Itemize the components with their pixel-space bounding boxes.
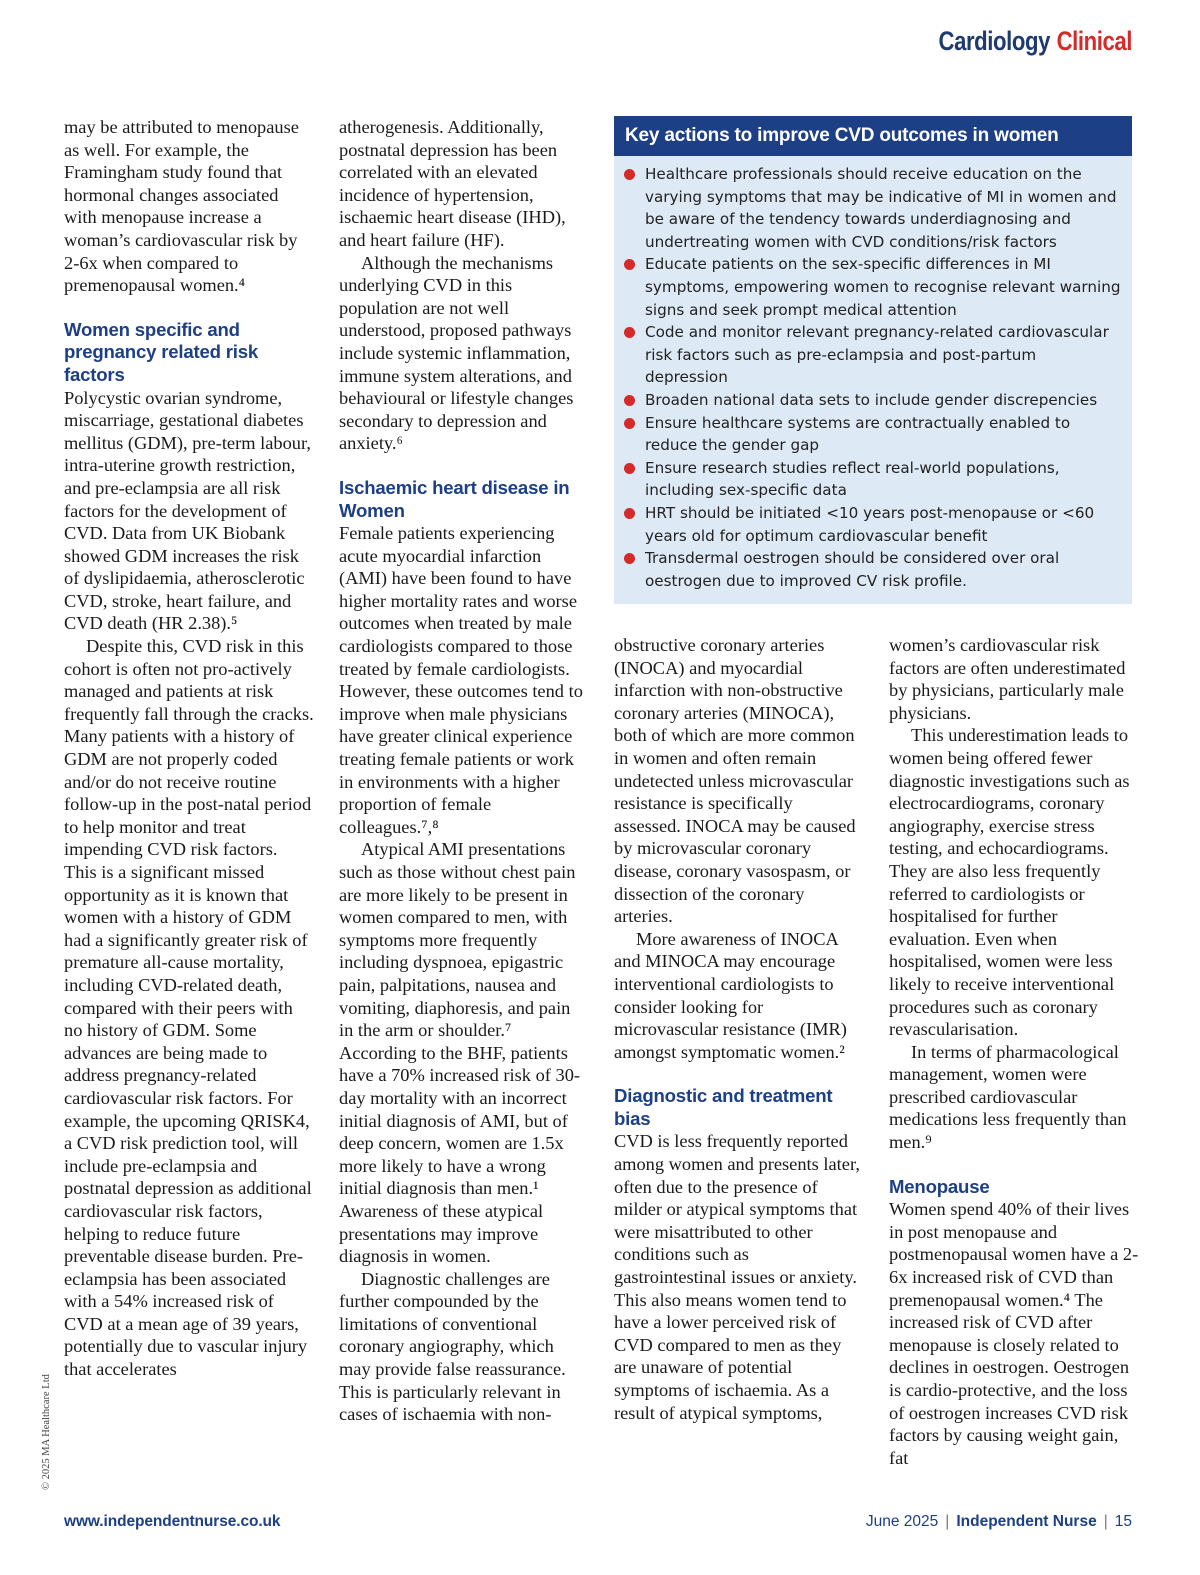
subsection-title: Clinical bbox=[1056, 26, 1132, 56]
list-item bbox=[645, 457, 1122, 502]
list-item bbox=[645, 547, 1122, 592]
paragraph: may be attributed to menopause as well. For example, the Framingham study found that hormonal changes associated with menopause increase a woman’s cardiovascular risk by 2-6x when compared to premenopausal women.⁴ bbox=[64, 117, 299, 296]
list-item-text: Broaden national data sets to include gender discrepencies bbox=[645, 390, 1098, 409]
list-item bbox=[645, 502, 1122, 547]
bullet-icon bbox=[624, 259, 635, 270]
list-item bbox=[645, 389, 1122, 412]
paragraph: Although the mechanisms underlying CVD in this population are not well understood, proposed pathways include systemic inflammation, immune system alterations, and behavioural or lifestyle changes secondary to depression and anxiety.⁶ bbox=[339, 252, 574, 454]
footer-info bbox=[866, 1513, 1132, 1531]
list-item-text: Healthcare professionals should receive education on the varying symptoms that may be indicative of MI in women and be aware of the tendency towards underdiagnosing and undertreating women with CVD conditions/risk factors bbox=[645, 165, 1117, 251]
paragraph: obstructive coronary arteries (INOCA) and myocardial infarction with non-obstructive coronary arteries (MINOCA), both of which are more common in women and often remain undetected unless microvascular resistance is specifically assessed. INOCA may be caused by microvascular coronary disease, coronary vasospasm, or dissection of the coronary arteries. bbox=[614, 635, 856, 927]
article-column-1 bbox=[64, 116, 314, 1381]
bullet-icon bbox=[624, 508, 635, 519]
paragraph: Despite this, CVD risk in this cohort is often not pro-actively managed and patients at risk frequently fall through the cracks. Many patients with a history of GDM are not properly coded and/or do not receive routine follow-up in the post-natal period to help monitor and treat impending CVD risk factors. This is a significant missed opportunity as it is known that women with a history of GDM had a significantly greater risk of premature all-cause mortality, including CVD-related death, compared with their peers with no history of GDM. Some advances are being made to address pregnancy-related cardiovascular risk factors. For example, the upcoming QRISK4, a CVD risk prediction tool, will include pre-eclampsia and postnatal depression as additional cardiovascular risk factors, helping to reduce future preventable disease burden. Pre-eclampsia has been associated with a 54% increased risk of CVD at a mean age of 39 years, potentially due to vascular injury that accelerates bbox=[64, 636, 314, 1380]
page-number: 15 bbox=[1114, 1513, 1132, 1530]
key-actions-list bbox=[614, 163, 1132, 592]
list-item-text: Ensure research studies reflect real-world populations, including sex-specific data bbox=[645, 458, 1060, 500]
list-item-text: HRT should be initiated <10 years post-menopause or <60 years old for optimum cardiovascular benefit bbox=[645, 503, 1095, 545]
paragraph: Atypical AMI presentations such as those without chest pain are more likely to be present in women compared to men, with symptoms more frequently including dyspnoea, epigastric pain, palpitations, nausea and vomiting, diaphoresis, and pain in the arm or shoulder.⁷ According to the BHF, patients have a 70% increased risk of 30-day mortality with an incorrect initial diagnosis of AMI, but of deep concern, women are 1.5x more likely to have a wrong initial diagnosis than men.¹ Awareness of these atypical presentations may improve diagnosis in women. bbox=[339, 839, 581, 1267]
magazine-name: Independent Nurse bbox=[956, 1513, 1097, 1530]
list-item-text: Code and monitor relevant pregnancy-related cardiovascular risk factors such as pre-eclampsia and post-partum depression bbox=[645, 323, 1109, 387]
list-item bbox=[645, 412, 1122, 457]
key-actions-box bbox=[614, 116, 1132, 604]
bullet-icon bbox=[624, 327, 635, 338]
divider: | bbox=[1103, 1513, 1108, 1530]
section-heading-ischaemic: Ischaemic heart disease in Women bbox=[339, 476, 570, 521]
article-column-2 bbox=[339, 116, 589, 1426]
list-item bbox=[645, 253, 1122, 321]
paragraph: In terms of pharmacological management, women were prescribed cardiovascular medications less frequently than men.⁹ bbox=[889, 1041, 1127, 1153]
paragraph: Diagnostic challenges are further compounded by the limitations of conventional coronary angiography, which may provide false reassurance. This is particularly relevant in cases of ischaemia with non- bbox=[339, 1268, 566, 1425]
section-header bbox=[938, 26, 1132, 57]
divider: | bbox=[945, 1513, 950, 1530]
paragraph: Women spend 40% of their lives in post menopause and postmenopausal women have a 2-6x increased risk of CVD than premenopausal women.⁴ The increased risk of CVD after menopause is closely related to declines in oestrogen. Oestrogen is cardio-protective, and the loss of oestrogen increases CVD risk factors by causing weight gain, fat bbox=[889, 1199, 1139, 1468]
article-column-4 bbox=[889, 634, 1139, 1469]
key-actions-title: Key actions to improve CVD outcomes in women bbox=[614, 116, 1132, 156]
bullet-icon bbox=[624, 169, 635, 180]
list-item bbox=[645, 163, 1122, 253]
section-heading-menopause: Menopause bbox=[889, 1175, 990, 1197]
paragraph: This underestimation leads to women being offered fewer diagnostic investigations such as electrocardiograms, coronary angiography, exercise stress testing, and echocardiograms. They are also less frequently referred to cardiologists or hospitalised for further evaluation. Even when hospitalised, women were less likely to receive interventional procedures such as coronary revascularisation. bbox=[889, 725, 1130, 1040]
paragraph: CVD is less frequently reported among women and presents later, often due to the presence of milder or atypical symptoms that were misattributed to other conditions such as gastrointestinal issues or anxiety. This also means women tend to have a lower perceived risk of CVD compared to men as they are unaware of potential symptoms of ischaemia. As a result of atypical symptoms, bbox=[614, 1131, 860, 1423]
list-item-text: Transdermal oestrogen should be considered over oral oestrogen due to improved CV risk profile. bbox=[645, 549, 1060, 590]
bullet-icon bbox=[624, 553, 635, 564]
section-title: Cardiology bbox=[938, 26, 1050, 56]
paragraph: atherogenesis. Additionally, postnatal depression has been correlated with an elevated incidence of hypertension, ischaemic heart disease (IHD), and heart failure (HF). bbox=[339, 117, 566, 250]
bullet-icon bbox=[624, 463, 635, 474]
paragraph: Female patients experiencing acute myocardial infarction (AMI) have been found to have higher mortality rates and worse outcomes when treated by male cardiologists compared to those treated by female cardiologists. However, these outcomes tend to improve when male physicians have greater clinical experience treating female patients or work in environments with a higher proportion of female colleagues.⁷,⁸ bbox=[339, 523, 583, 837]
list-item bbox=[645, 321, 1122, 389]
issue-date: June 2025 bbox=[865, 1513, 939, 1530]
list-item-text: Ensure healthcare systems are contractually enabled to reduce the gender gap bbox=[645, 413, 1071, 455]
bullet-icon bbox=[624, 418, 635, 429]
article-column-3 bbox=[614, 634, 864, 1424]
section-heading-diagnostic-bias: Diagnostic and treatment bias bbox=[614, 1085, 833, 1129]
copyright-notice: © 2025 MA Healthcare Ltd bbox=[41, 1374, 52, 1490]
paragraph: women’s cardiovascular risk factors are often underestimated by physicians, particularly male physicians. bbox=[889, 635, 1126, 723]
paragraph: More awareness of INOCA and MINOCA may encourage interventional cardiologists to consider looking for microvascular resistance (IMR) amongst symptomatic women.² bbox=[614, 928, 847, 1062]
list-item-text: Educate patients on the sex-specific differences in MI symptoms, empowering women to recognise relevant warning signs and seek prompt medical attention bbox=[645, 255, 1121, 319]
footer-url-link[interactable]: www.independentnurse.co.uk bbox=[64, 1513, 281, 1530]
paragraph: Polycystic ovarian syndrome, miscarriage, gestational diabetes mellitus (GDM), pre-term labour, intra-uterine growth restriction, and pre-eclampsia are all risk factors for the development of CVD. Data from UK Biobank showed GDM increases the risk of dyslipidaemia, atherosclerotic CVD, stroke, heart failure, and CVD death (HR 2.38).⁵ bbox=[64, 387, 311, 634]
section-heading-women-specific: Women specific and pregnancy related risk factors bbox=[64, 318, 259, 385]
bullet-icon bbox=[624, 395, 635, 406]
